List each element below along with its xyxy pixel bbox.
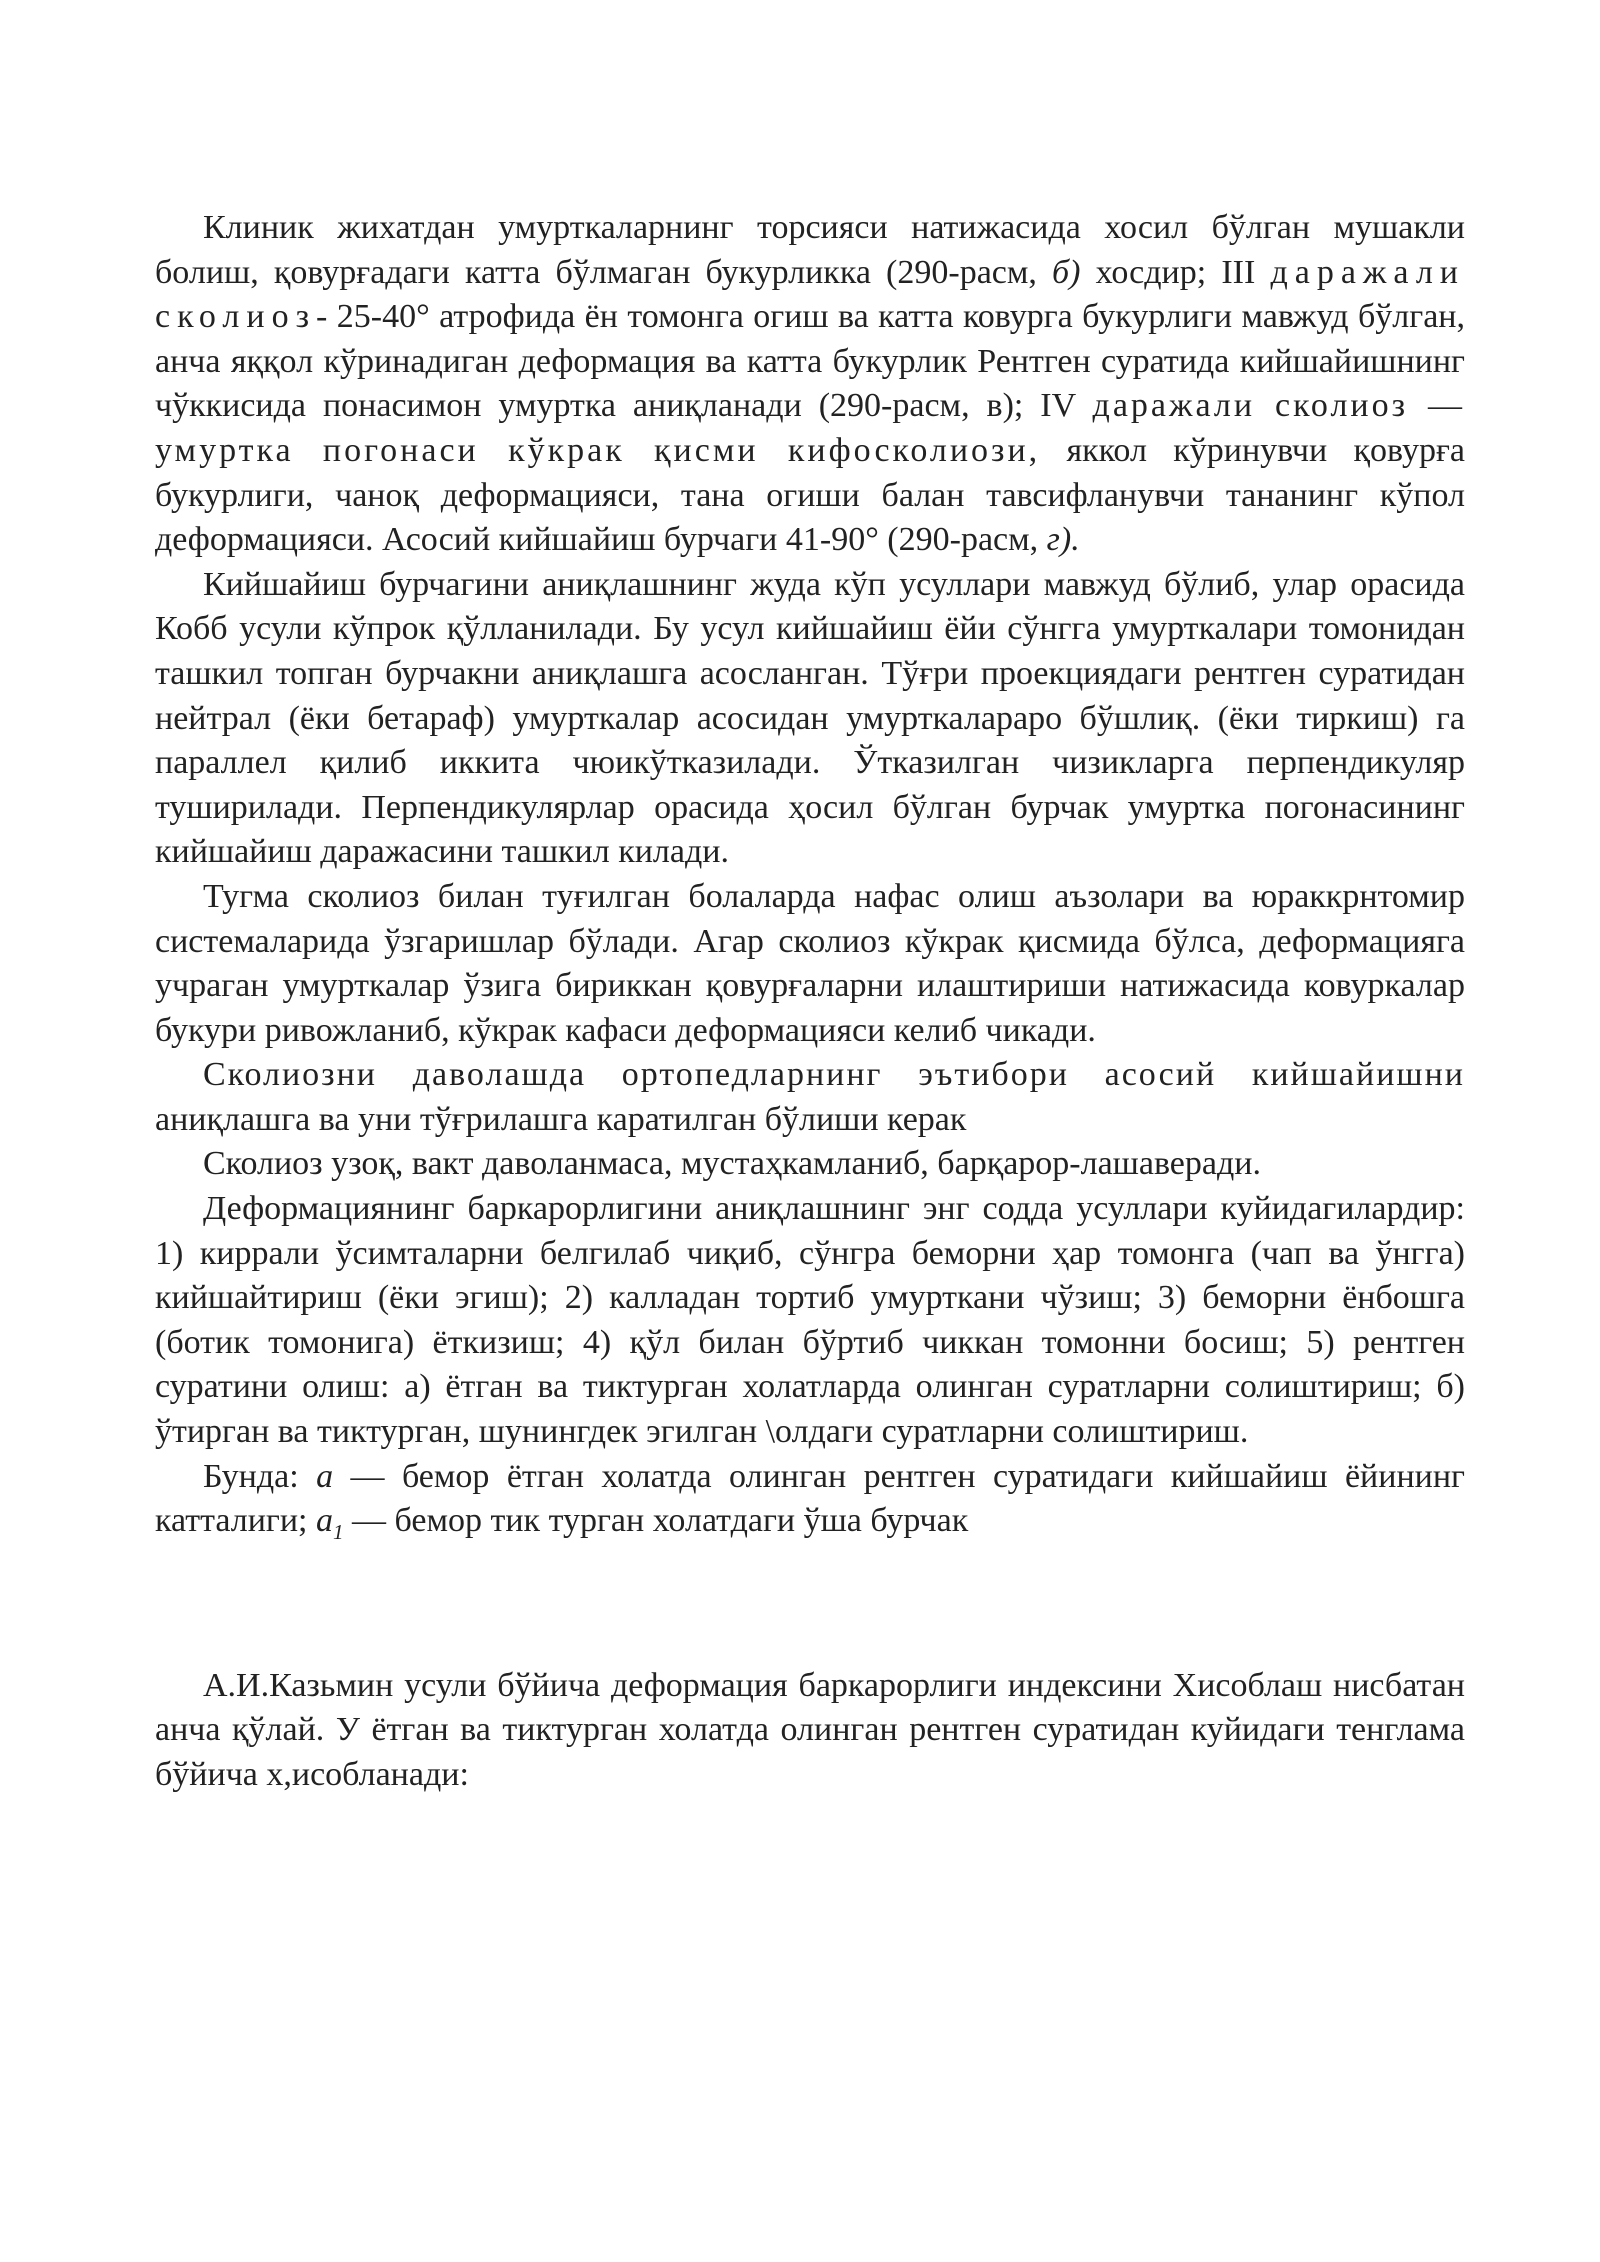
document-page bbox=[155, 206, 1465, 1798]
text-segment: Бунда: bbox=[203, 1457, 317, 1495]
paragraph-spacer bbox=[155, 1544, 1465, 1664]
text-segment: даражали сколиоз bbox=[155, 253, 1465, 336]
text-segment: Клиник жихатдан умурткаларнинг торсияси натижасида хосил бўлган мушакли болиш, қовурғадаги катта бўлмаган букурликка (290-расм, bbox=[155, 209, 1465, 291]
text-segment: а bbox=[316, 1502, 333, 1540]
text-segment: - 25-40° атрофида ён томонга огиш ва катта ковурга букурлиги мавжуд бўлган, анча яққол кўринадиган деформация ва катта букурлик Рентген суратида кийшайишнинг чўккисида понасимон умуртка аниқланади (290-расм, в); IV bbox=[155, 298, 1465, 425]
text-segment: Кийшайиш бурчагини аниқлашнинг жуда кўп усуллари мавжуд бўлиб, улар орасида Кобб усули кўпрок қўлланилади. Бу усул кийшайиш ёйи сўнгга умурткалари томонидан ташкил топган бурчакни аниқлашга асосланган. Тўғри проекциядаги рентген суратидан нейтрал (ёки бетараф) умурткалар асосидан умурткалараро бўшлиқ. (ёки тиркиш) га параллел қилиб иккита чюикўтказилади. Ўтказилган чизикларга перпендикуляр туширилади. Перпендикулярлар орасида ҳосил бўлган бурчак умуртка погонасининг кийшайиш даражасини ташкил килади. bbox=[155, 565, 1465, 871]
paragraph-7 bbox=[155, 1455, 1465, 1544]
text-segment: — бемор тик турган холатдаги ўша бурчак bbox=[343, 1502, 969, 1540]
paragraph-2 bbox=[155, 563, 1465, 875]
text-segment: хосдир; III bbox=[1080, 253, 1271, 291]
paragraph-6 bbox=[155, 1187, 1465, 1455]
text-segment: 1 bbox=[333, 1520, 344, 1545]
text-segment: А.И.Казьмин усули бўйича деформация баркарорлиги индексини Хисоблаш нисбатан анча қўлай. У ётган ва тиктурган холатда олинган рентген суратидан куйидаги тенглама бўйича х,исобланади: bbox=[155, 1666, 1465, 1793]
text-segment: Деформациянинг баркарорлигини аниқлашнинг энг содда усуллари куйидагилардир: 1) киррали ўсимталарни белгилаб чиқиб, сўнгра беморни ҳар томонга (чап ва ўнгга) кийшайтириш (ёки эгиш); 2) калладан тортиб умурткани чўзиш; 3) беморни ёнбошга (ботик томонига) ёткизиш; 4) қўл билан бўртиб чиккан томонни босиш; 5) рентген суратини олиш: а) ётган ва тиктурган холатларда олинган суратларни солиштириш; б) ўтирган ва тиктурган, шунингдек эгилган \олдаги суратларни солиштириш. bbox=[155, 1190, 1465, 1451]
text-segment: даражали сколиоз — умуртка погонаси кўкрак қисми кифосколиози, bbox=[155, 387, 1465, 469]
paragraph-1 bbox=[155, 206, 1465, 563]
text-segment: Сколиоз узоқ, вакт даволанмаса, мустаҳкамланиб, барқарор-лашаверади. bbox=[203, 1145, 1261, 1183]
paragraph-3 bbox=[155, 875, 1465, 1053]
text-segment: яккол кўринувчи қовурға букурлиги, чаноқ деформацияси, тана огиши балан тавсифланувчи тананинг кўпол деформацияси. Асосий кийшайиш бурчаги 41-90° (290-расм, bbox=[155, 431, 1465, 559]
text-segment: Тугма сколиоз билан туғилган болаларда нафас олиш аъзолари ва юраккрнтомир системаларида ўзгаришлар бўлади. Агар сколиоз кўкрак қисмида бўлса, деформацияга учраган умурткалар ўзига бириккан қовурғаларни илаштириши натижасида ковуркалар букури ривожланиб, кўкрак кафаси деформацияси келиб чикади. bbox=[155, 877, 1465, 1049]
text-segment: б) bbox=[1052, 253, 1081, 291]
text-segment: — бемор ётган холатда олинган рентген суратидаги кийшайиш ёйининг катталиги; bbox=[155, 1457, 1465, 1540]
paragraph-5 bbox=[155, 1142, 1465, 1187]
text-segment: аниқлашга ва уни тўғрилашга каратилган бўлиши керак bbox=[155, 1100, 967, 1138]
paragraph-4 bbox=[155, 1053, 1465, 1142]
paragraph-8 bbox=[155, 1664, 1465, 1798]
text-segment: Сколиозни даволашда ортопедларнинг эътибори асосий кийшайишни bbox=[203, 1056, 1465, 1094]
text-segment: г). bbox=[1046, 521, 1080, 559]
text-segment: а bbox=[316, 1457, 334, 1495]
